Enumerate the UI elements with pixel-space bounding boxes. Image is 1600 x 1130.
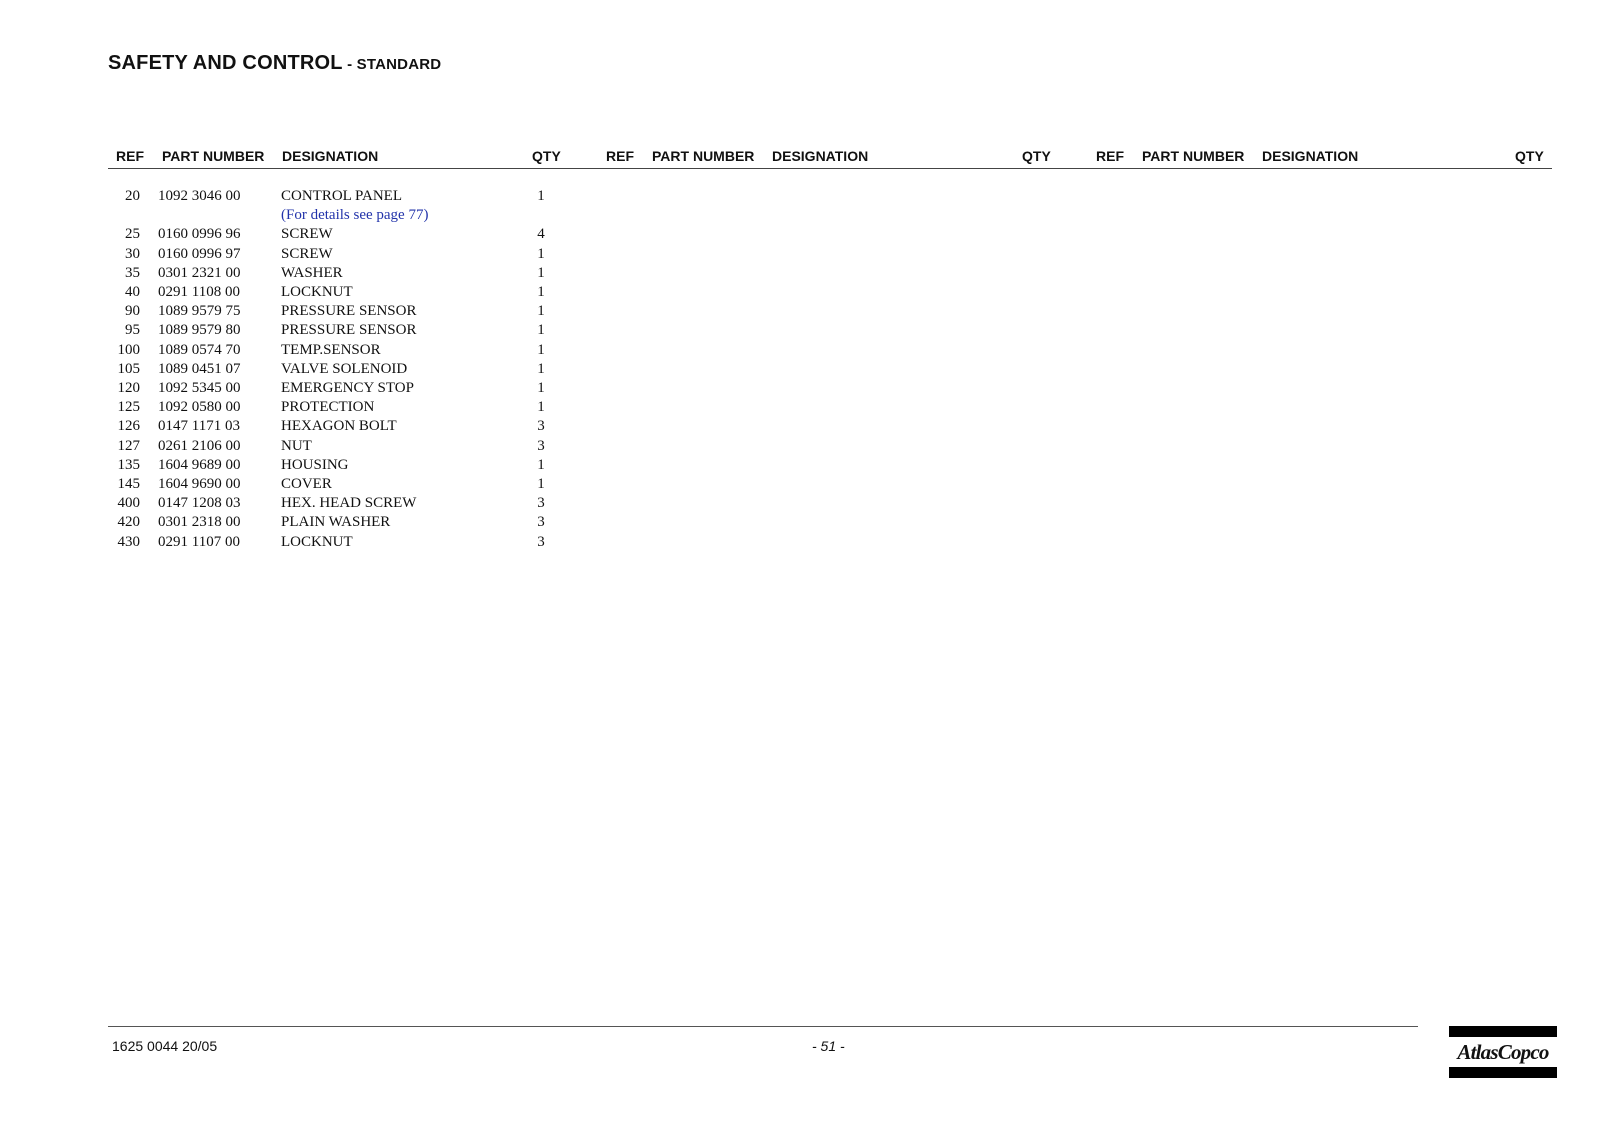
designation-cell: HEX. HEAD SCREW [281, 495, 417, 512]
qty-cell: 1 [537, 380, 545, 396]
title-main: SAFETY AND CONTROL [108, 52, 343, 74]
qty-cell: 1 [537, 341, 545, 358]
ref-cell: 90 [125, 303, 140, 320]
part-number-cell: 0291 1107 00 [158, 533, 240, 550]
document-number: 1625 0044 20/05 [112, 1038, 218, 1054]
part-number-cell: 1089 0574 70 [158, 341, 241, 358]
header-qty-3: QTY [1515, 148, 1544, 164]
part-number-cell: 0301 2318 00 [158, 514, 241, 531]
table-row [0, 380, 600, 399]
table-row [0, 534, 600, 553]
designation-cell: TEMP.SENSOR [281, 341, 381, 358]
part-number-cell: 0301 2321 00 [158, 264, 241, 281]
part-number-cell: 0160 0996 97 [158, 245, 241, 262]
ref-cell: 125 [117, 399, 140, 416]
ref-cell: 20 [125, 188, 140, 204]
ref-cell: 95 [125, 322, 140, 339]
table-header [108, 148, 1552, 169]
header-designation-3: DESIGNATION [1262, 148, 1359, 164]
designation-cell: CONTROL PANEL [281, 188, 402, 204]
qty-cell: 3 [537, 418, 545, 435]
part-number-cell: 0147 1171 03 [158, 418, 240, 435]
designation-cell: EMERGENCY STOP [281, 380, 414, 396]
header-designation-2: DESIGNATION [772, 148, 869, 164]
qty-cell: 3 [537, 514, 545, 531]
ref-cell: 145 [117, 476, 140, 492]
atlas-copco-logo [1449, 1026, 1557, 1078]
ref-cell: 100 [117, 341, 140, 358]
qty-cell: 1 [537, 303, 545, 320]
table-row [0, 476, 600, 495]
part-number-cell: 0261 2106 00 [158, 437, 241, 454]
table-row [0, 284, 600, 303]
header-qty-2: QTY [1022, 148, 1051, 164]
ref-cell: 105 [117, 360, 140, 377]
qty-cell: 1 [537, 188, 545, 204]
header-designation-1: DESIGNATION [282, 148, 379, 164]
ref-cell: 127 [117, 437, 140, 454]
table-row [0, 457, 600, 476]
footer-divider [108, 1026, 1418, 1027]
ref-cell: 135 [117, 456, 140, 473]
part-number-cell: 0160 0996 96 [158, 226, 241, 243]
ref-cell: 120 [117, 380, 140, 396]
note-row [0, 207, 600, 226]
table-row [0, 495, 600, 514]
header-qty-1: QTY [532, 148, 561, 164]
page-number: - 51 - [812, 1038, 845, 1054]
ref-cell: 420 [117, 514, 140, 531]
header-part-number-2: PART NUMBER [652, 148, 755, 164]
header-part-number-3: PART NUMBER [1142, 148, 1245, 164]
designation-cell: COVER [281, 476, 332, 492]
table-row [0, 226, 600, 245]
part-number-cell: 1089 0451 07 [158, 360, 241, 377]
part-number-cell: 0291 1108 00 [158, 284, 240, 300]
designation-cell: VALVE SOLENOID [281, 360, 408, 377]
table-row [0, 303, 600, 322]
designation-cell: PLAIN WASHER [281, 514, 391, 531]
qty-cell: 1 [537, 476, 545, 492]
table-row [0, 399, 600, 418]
designation-cell: HOUSING [281, 456, 349, 473]
designation-cell: PROTECTION [281, 399, 375, 416]
designation-cell: SCREW [281, 226, 333, 243]
title-subtitle: - STANDARD [342, 56, 442, 73]
designation-cell: NUT [281, 437, 312, 454]
part-number-cell: 0147 1208 03 [158, 495, 241, 512]
detail-note: (For details see page 77) [281, 207, 429, 224]
table-row [0, 438, 600, 457]
table-row [0, 514, 600, 533]
part-number-cell: 1604 9690 00 [158, 476, 241, 492]
ref-cell: 40 [125, 284, 140, 300]
table-row [0, 361, 600, 380]
qty-cell: 3 [537, 437, 545, 454]
qty-cell: 4 [537, 226, 545, 243]
qty-cell: 1 [537, 322, 545, 339]
ref-cell: 30 [125, 245, 140, 262]
ref-cell: 400 [117, 495, 140, 512]
table-row [0, 246, 600, 265]
qty-cell: 3 [537, 495, 545, 512]
part-number-cell: 1604 9689 00 [158, 456, 241, 473]
header-ref-2: REF [606, 148, 634, 164]
part-number-cell: 1092 3046 00 [158, 188, 241, 204]
part-number-cell: 1089 9579 80 [158, 322, 241, 339]
page-title [108, 52, 441, 75]
qty-cell: 3 [537, 533, 545, 550]
part-number-cell: 1092 5345 00 [158, 380, 241, 396]
designation-cell: SCREW [281, 245, 333, 262]
qty-cell: 1 [537, 284, 545, 300]
ref-cell: 430 [117, 533, 140, 550]
table-row [0, 418, 600, 437]
header-part-number-1: PART NUMBER [162, 148, 265, 164]
part-number-cell: 1092 0580 00 [158, 399, 241, 416]
qty-cell: 1 [537, 264, 545, 281]
table-row [0, 322, 600, 341]
qty-cell: 1 [537, 456, 545, 473]
qty-cell: 1 [537, 399, 545, 416]
header-ref-3: REF [1096, 148, 1124, 164]
designation-cell: HEXAGON BOLT [281, 418, 397, 435]
qty-cell: 1 [537, 245, 545, 262]
part-number-cell: 1089 9579 75 [158, 303, 241, 320]
logo-bar-top [1449, 1026, 1557, 1037]
designation-cell: PRESSURE SENSOR [281, 303, 417, 320]
table-row [0, 265, 600, 284]
designation-cell: LOCKNUT [281, 533, 353, 550]
ref-cell: 35 [125, 264, 140, 281]
logo-bar-bottom [1449, 1067, 1557, 1078]
qty-cell: 1 [537, 360, 545, 377]
designation-cell: WASHER [281, 264, 343, 281]
ref-cell: 126 [117, 418, 140, 435]
designation-cell: PRESSURE SENSOR [281, 322, 417, 339]
header-ref-1: REF [116, 148, 144, 164]
designation-cell: LOCKNUT [281, 284, 353, 300]
ref-cell: 25 [125, 226, 140, 243]
logo-wordmark: AtlasCopco [1457, 1040, 1549, 1064]
table-row [0, 188, 600, 207]
table-row [0, 342, 600, 361]
